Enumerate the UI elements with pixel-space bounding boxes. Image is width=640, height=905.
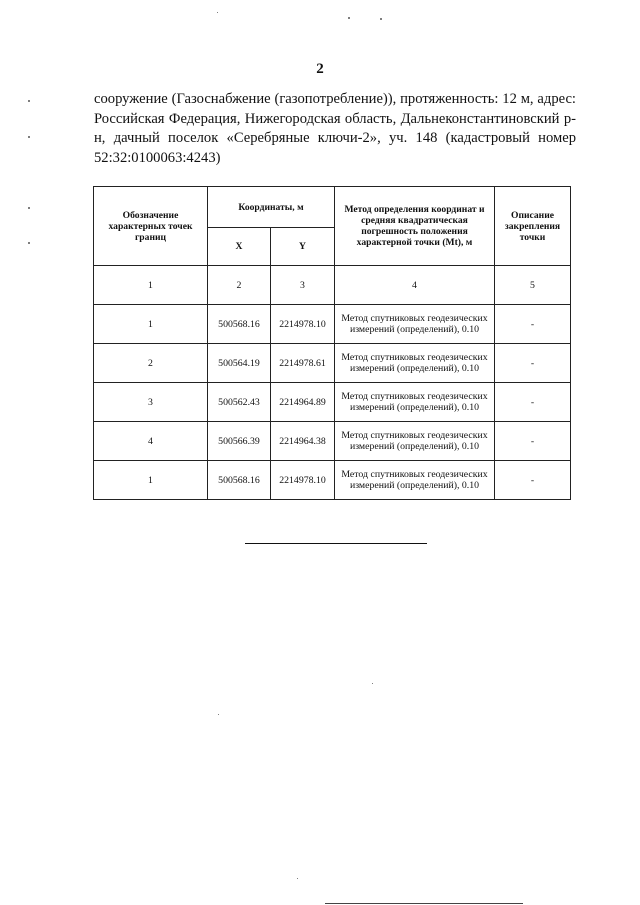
column-number: 1: [94, 266, 208, 305]
scan-speck: [28, 242, 30, 244]
scan-speck: [28, 207, 30, 209]
point-number: 4: [94, 422, 208, 461]
x-coordinate: 500562.43: [208, 383, 271, 422]
table-row: [94, 422, 571, 461]
description-cell: -: [495, 383, 571, 422]
point-number: 1: [94, 305, 208, 344]
page-number: 2: [316, 61, 324, 77]
boundary-points-table: [93, 186, 571, 500]
y-coordinate: 2214978.10: [271, 305, 335, 344]
end-divider: [245, 543, 427, 544]
scan-speck: [297, 878, 298, 879]
description-cell: -: [495, 422, 571, 461]
column-numbers-row: [94, 266, 571, 305]
header-coordinates: Координаты, м: [208, 187, 335, 228]
table-row: [94, 461, 571, 500]
table-row: [94, 383, 571, 422]
method-cell: Метод спутниковых геодезических измерений (определений), 0.10: [335, 422, 495, 461]
scan-speck: [218, 714, 219, 715]
column-number: 2: [208, 266, 271, 305]
scan-speck: [217, 12, 218, 13]
y-coordinate: 2214964.38: [271, 422, 335, 461]
column-number: 3: [271, 266, 335, 305]
object-description: сооружение (Газоснабжение (газопотребление)), протяженность: 12 м, адрес: Российская Федерация, Нижегородская область, Дальнеконстантиновский р-н, дачный поселок «Серебряные ключи-2», уч. 148 (кадастровый номер 52:32:0100063:4243): [94, 91, 576, 166]
point-number: 2: [94, 344, 208, 383]
x-coordinate: 500568.16: [208, 461, 271, 500]
method-cell: Метод спутниковых геодезических измерений (определений), 0.10: [335, 383, 495, 422]
y-coordinate: 2214964.89: [271, 383, 335, 422]
header-method: Метод определения координат и средняя квадратическая погрешность положения характерной точки (Mt), м: [335, 187, 495, 266]
method-cell: Метод спутниковых геодезических измерений (определений), 0.10: [335, 461, 495, 500]
x-coordinate: 500564.19: [208, 344, 271, 383]
table-row: [94, 305, 571, 344]
column-number: 4: [335, 266, 495, 305]
table-row: [94, 344, 571, 383]
description-cell: -: [495, 461, 571, 500]
scan-speck: [28, 100, 30, 102]
y-coordinate: 2214978.61: [271, 344, 335, 383]
header-x: X: [208, 228, 271, 266]
method-cell: Метод спутниковых геодезических измерений (определений), 0.10: [335, 344, 495, 383]
header-point-designation: Обозначение характерных точек границ: [94, 187, 208, 266]
scan-speck: [348, 17, 350, 19]
description-cell: -: [495, 344, 571, 383]
column-number: 5: [495, 266, 571, 305]
x-coordinate: 500566.39: [208, 422, 271, 461]
bottom-edge-line: [325, 903, 523, 904]
point-number: 3: [94, 383, 208, 422]
scan-speck: [28, 136, 30, 138]
point-number: 1: [94, 461, 208, 500]
description-cell: -: [495, 305, 571, 344]
x-coordinate: 500568.16: [208, 305, 271, 344]
method-cell: Метод спутниковых геодезических измерений (определений), 0.10: [335, 305, 495, 344]
header-y: Y: [271, 228, 335, 266]
y-coordinate: 2214978.10: [271, 461, 335, 500]
scan-speck: [372, 683, 373, 684]
scan-speck: [380, 18, 382, 20]
header-description: Описание закрепления точки: [495, 187, 571, 266]
